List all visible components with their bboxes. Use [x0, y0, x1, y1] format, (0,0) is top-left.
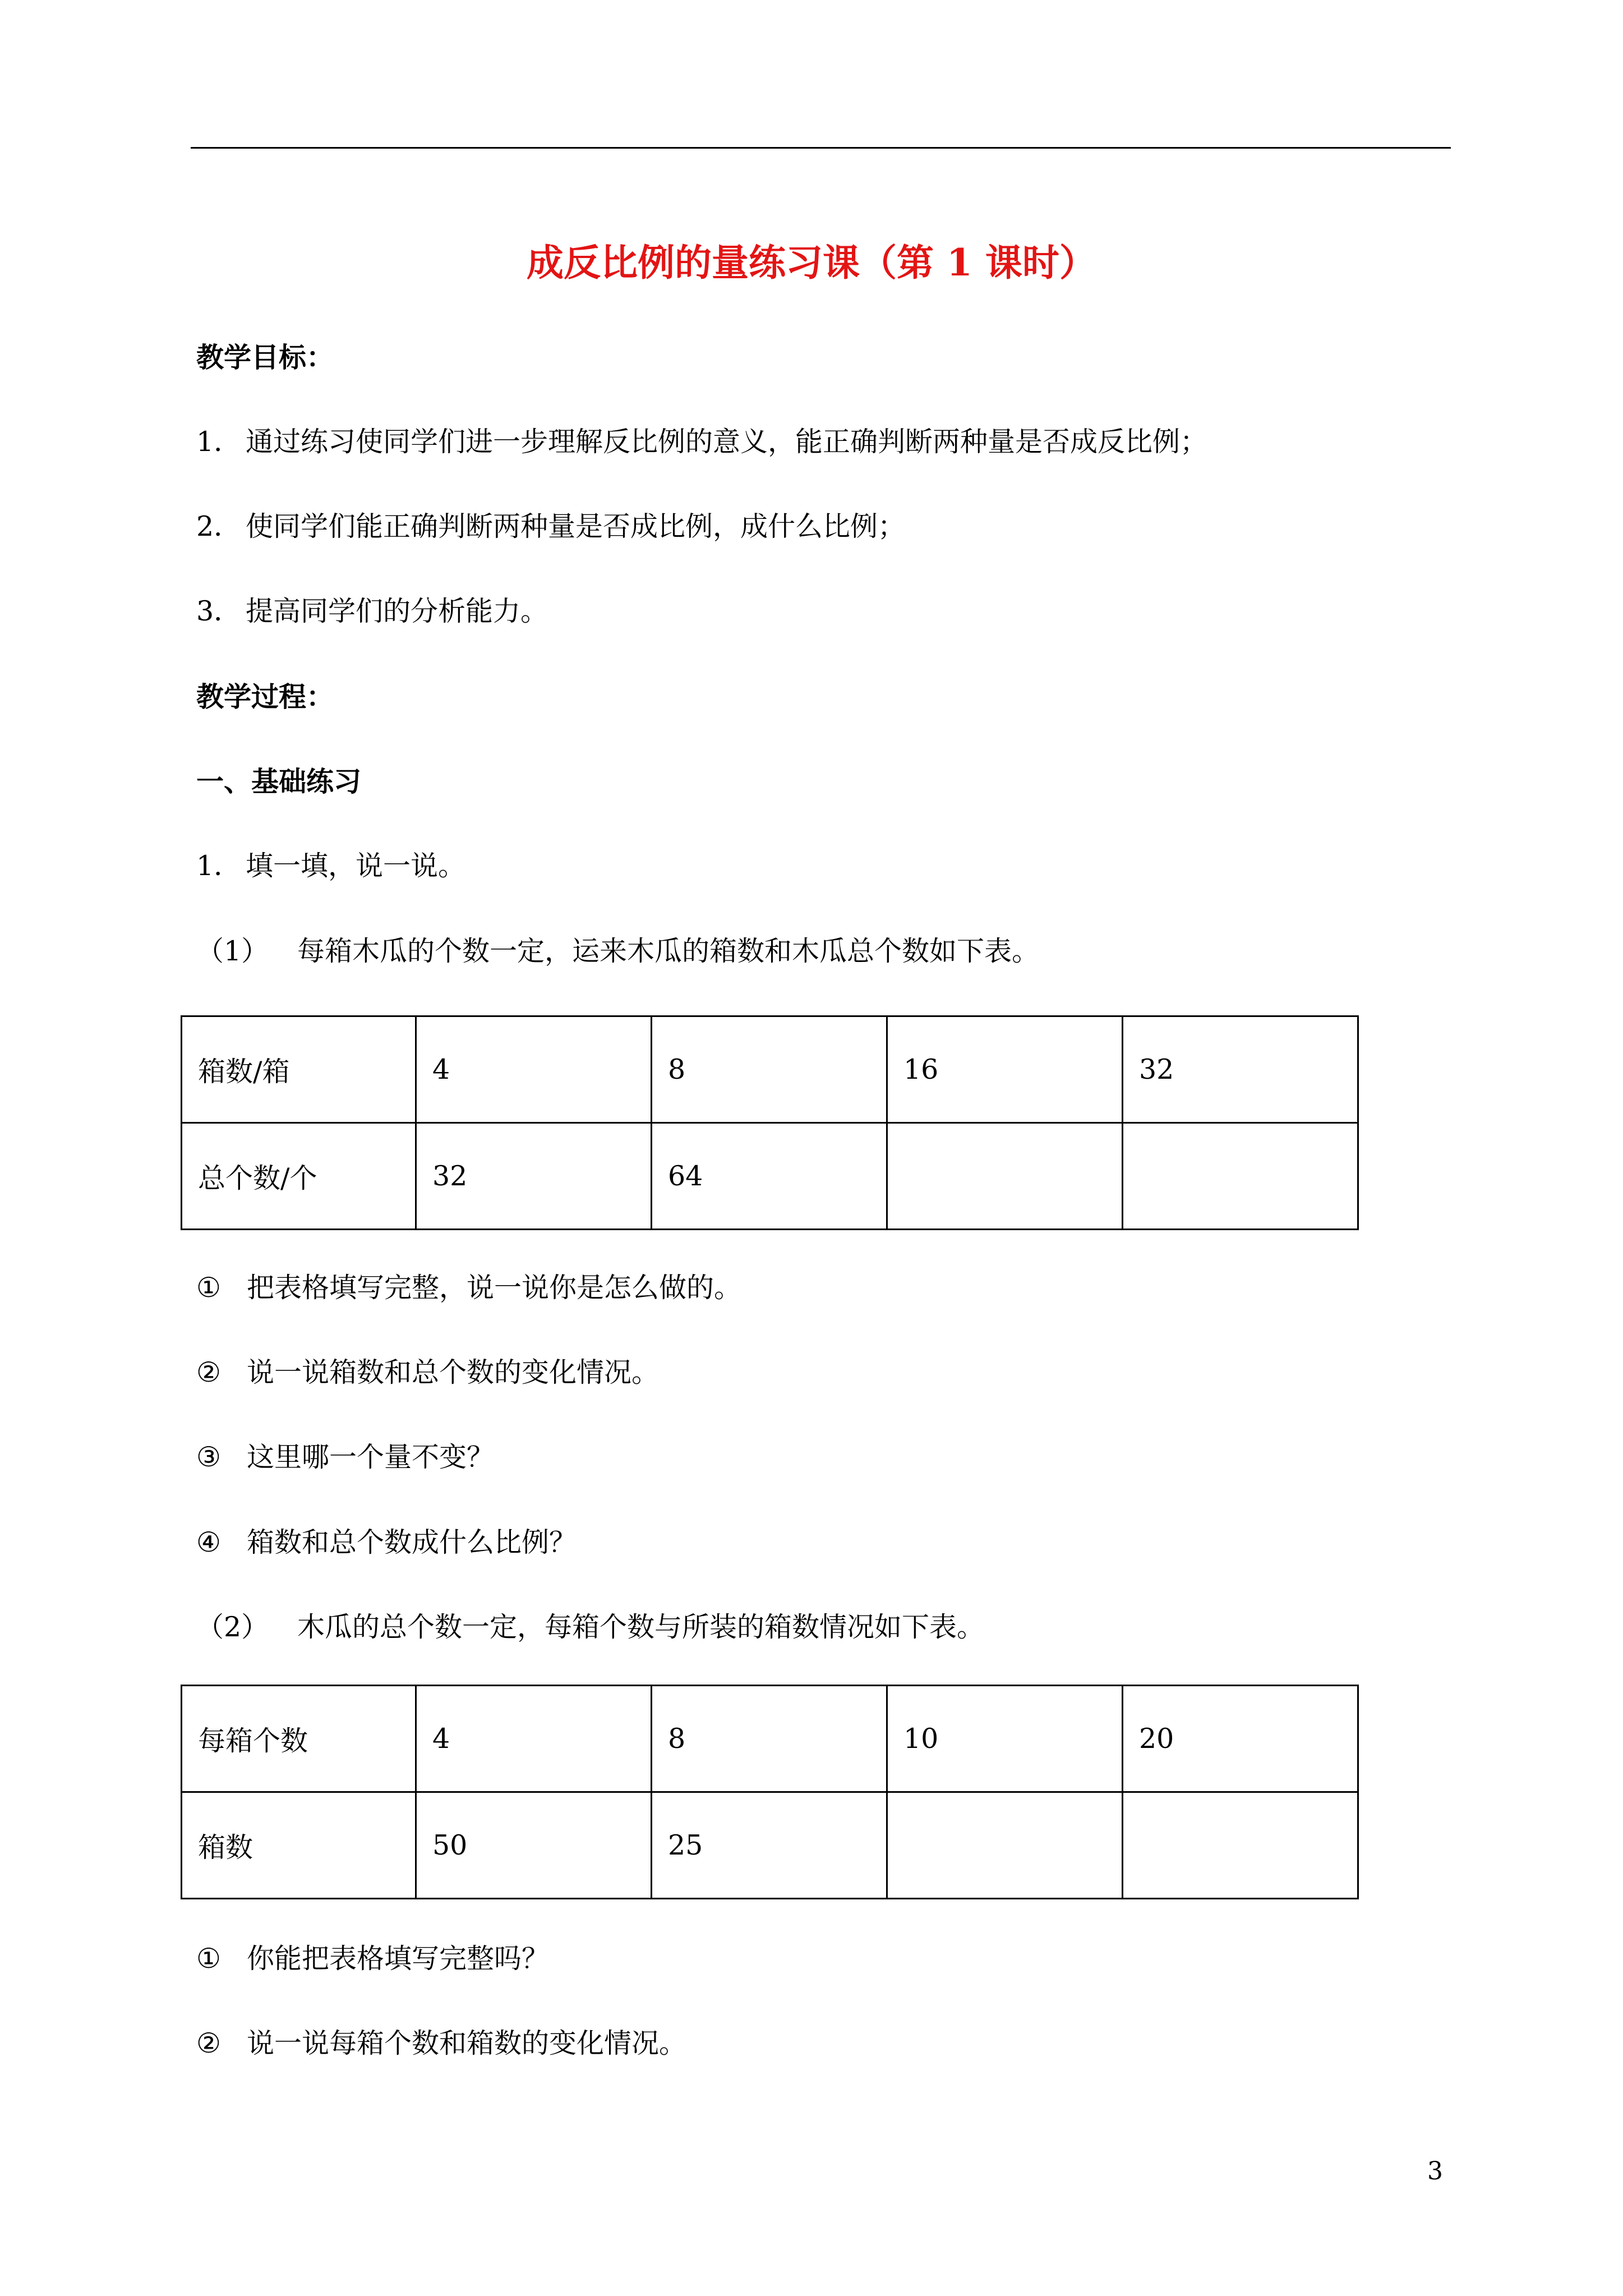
objectives-heading: 教学目标： [196, 341, 334, 374]
part2-label: （2） [196, 1611, 269, 1643]
table-cell: 20 [1123, 1686, 1358, 1792]
question-item [196, 2026, 686, 2061]
part1-text: 每箱木瓜的个数一定，运来木瓜的箱数和木瓜总个数如下表。 [297, 935, 1040, 967]
table-cell[interactable] [887, 1792, 1123, 1899]
table-cell: 16 [887, 1016, 1123, 1123]
question-marker: ② [196, 1356, 221, 1388]
section-heading: 一、基础练习 [196, 765, 362, 798]
question-marker: ② [196, 2027, 221, 2059]
question-item [196, 1525, 577, 1560]
question-marker: ④ [196, 1526, 221, 1558]
question-text: 把表格填写完整，说一说你是怎么做的。 [247, 1272, 742, 1304]
question-text: 这里哪一个量不变？ [247, 1441, 495, 1473]
table-cell: 每箱个数 [182, 1686, 416, 1792]
question-item [196, 1355, 659, 1390]
header-rule [191, 147, 1451, 149]
page-number: 3 [1427, 2157, 1443, 2185]
objective-number: 1． [196, 426, 242, 458]
question-item [196, 1440, 494, 1475]
table-cell: 4 [416, 1686, 652, 1792]
table-row [182, 1016, 1358, 1123]
table-cell: 4 [416, 1016, 652, 1123]
table-cell: 64 [652, 1123, 887, 1230]
objective-item [196, 594, 548, 629]
question-item [196, 1271, 741, 1305]
table-cell: 箱数/箱 [182, 1016, 416, 1123]
table-cell: 箱数 [182, 1792, 416, 1899]
part1-table [181, 1015, 1359, 1230]
objective-text: 提高同学们的分析能力。 [246, 595, 548, 627]
exercise-text: 填一填，说一说。 [246, 850, 466, 882]
objective-item [196, 425, 1207, 459]
question-text: 你能把表格填写完整吗？ [247, 1943, 550, 1975]
part1-label: （1） [196, 935, 269, 967]
table-cell[interactable] [887, 1123, 1123, 1230]
table-row [182, 1792, 1358, 1899]
table-cell: 32 [1123, 1016, 1358, 1123]
question-text: 箱数和总个数成什么比例？ [247, 1526, 577, 1558]
table-cell: 10 [887, 1686, 1123, 1792]
table-cell: 8 [652, 1686, 887, 1792]
objective-text: 使同学们能正确判断两种量是否成比例，成什么比例； [246, 510, 906, 542]
objective-number: 3． [196, 595, 242, 627]
exercise-number: 1． [196, 850, 242, 882]
table-cell[interactable] [1123, 1123, 1358, 1230]
objective-number: 2． [196, 510, 242, 542]
process-heading: 教学过程： [196, 680, 334, 713]
question-item [196, 1941, 549, 1976]
objective-item [196, 509, 905, 544]
question-marker: ① [196, 1943, 221, 1975]
exercise-item [196, 849, 465, 884]
question-marker: ① [196, 1272, 221, 1304]
question-marker: ③ [196, 1441, 221, 1473]
table-cell: 50 [416, 1792, 652, 1899]
table-cell: 32 [416, 1123, 652, 1230]
part2-table [181, 1685, 1359, 1899]
question-text: 说一说箱数和总个数的变化情况。 [247, 1356, 660, 1388]
table-cell: 8 [652, 1016, 887, 1123]
table-cell: 25 [652, 1792, 887, 1899]
table-cell[interactable] [1123, 1792, 1358, 1899]
part2-text: 木瓜的总个数一定，每箱个数与所装的箱数情况如下表。 [297, 1611, 985, 1643]
objective-text: 通过练习使同学们进一步理解反比例的意义，能正确判断两种量是否成反比例； [246, 426, 1208, 458]
table-row [182, 1123, 1358, 1230]
question-text: 说一说每箱个数和箱数的变化情况。 [247, 2027, 687, 2059]
table-row [182, 1686, 1358, 1792]
part2-intro [196, 1610, 984, 1645]
part1-intro [196, 934, 1039, 969]
table-cell: 总个数/个 [182, 1123, 416, 1230]
page-title: 成反比例的量练习课（第 1 课时） [527, 241, 1096, 284]
